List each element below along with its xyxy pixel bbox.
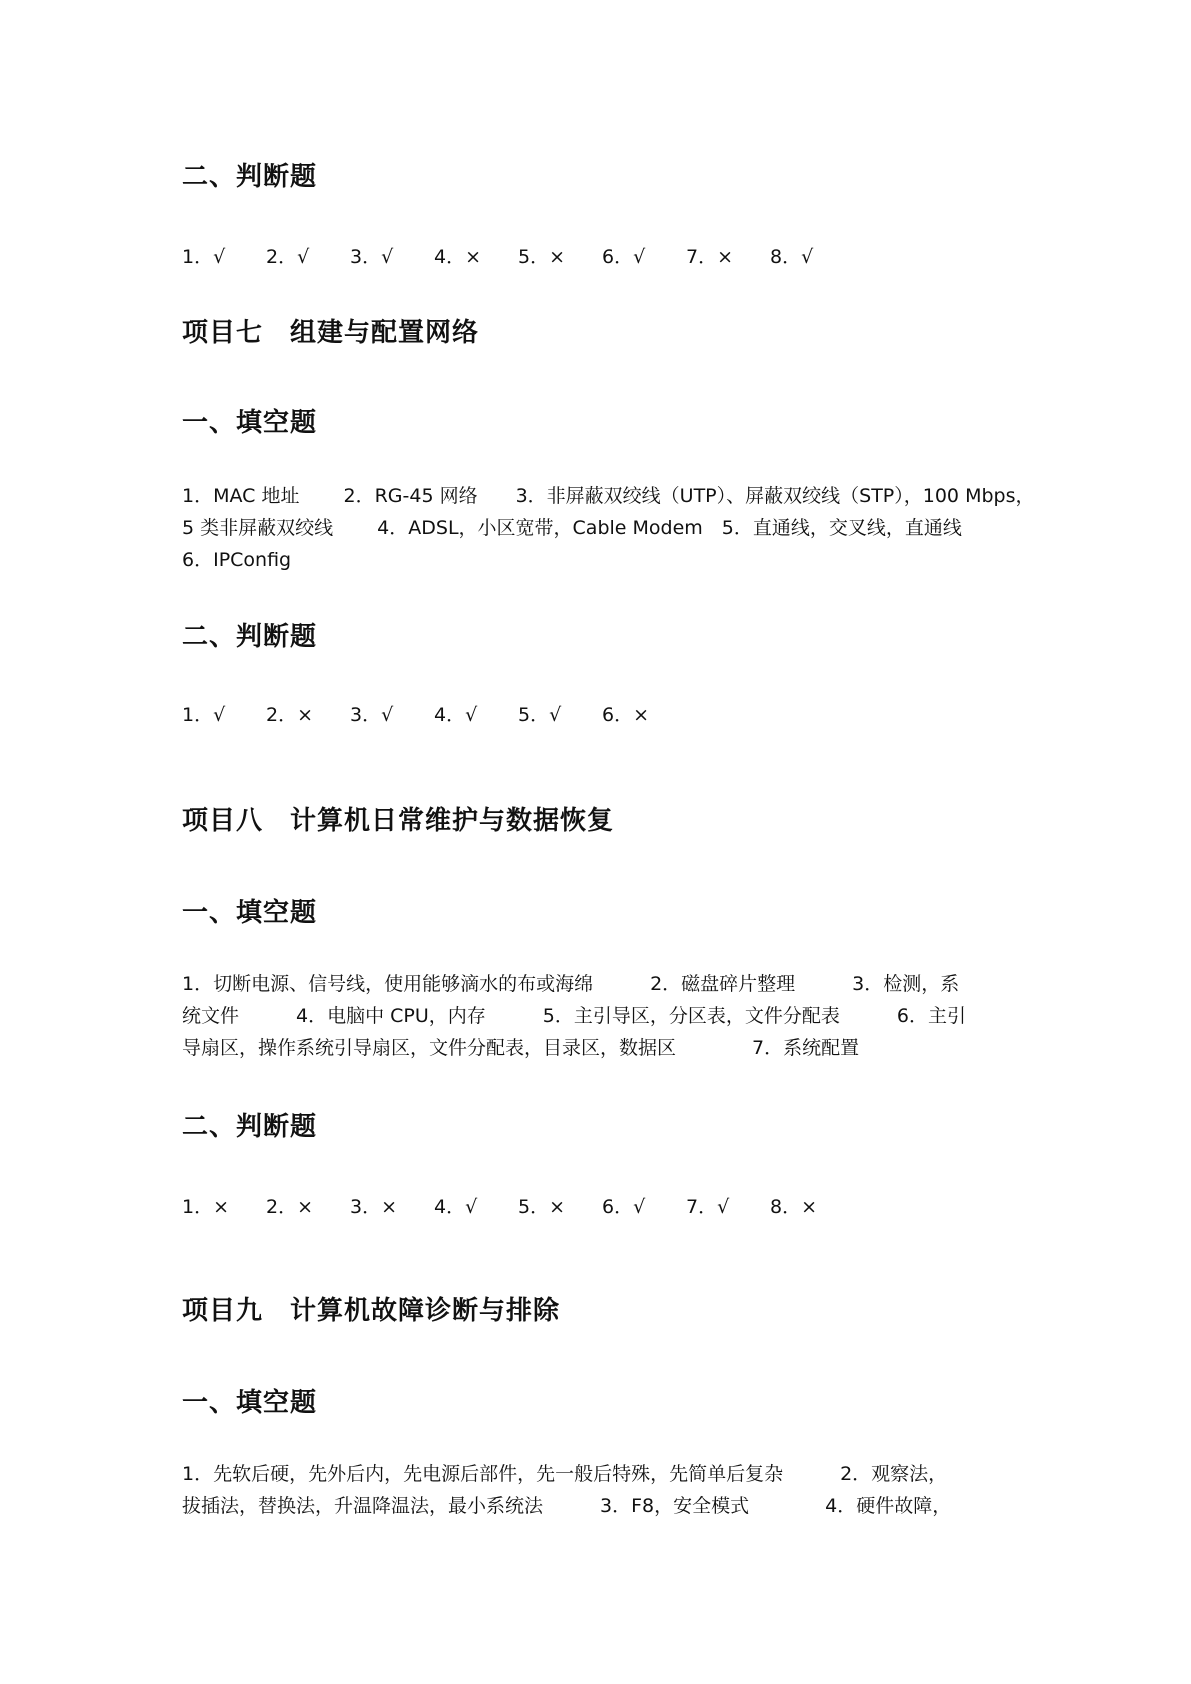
answer-item: 6．× bbox=[602, 704, 650, 726]
answer-item: 7．× bbox=[686, 246, 734, 268]
fill-answer-line: 统文件 4．电脑中 CPU，内存 5．主引导区，分区表，文件分配表 6．主引 bbox=[182, 1005, 966, 1027]
answer-item: 1．× bbox=[182, 1196, 230, 1218]
fill-answer-line: 5 类非屏蔽双绞线 4．ADSL，小区宽带，Cable Modem 5．直通线，交叉线，直通线 bbox=[182, 517, 962, 539]
answer-item: 5．× bbox=[518, 246, 566, 268]
fill-answer-line: 6．IPConfig bbox=[182, 549, 292, 571]
answer-item: 8．× bbox=[770, 1196, 818, 1218]
answer-item: 8．√ bbox=[770, 246, 814, 268]
fill-answer-line: 拔插法，替换法，升温降温法，最小系统法 3．F8，安全模式 4．硬件故障， bbox=[182, 1495, 952, 1517]
answer-item: 4．√ bbox=[434, 704, 478, 726]
section-heading-fill: 一、填空题 bbox=[182, 408, 318, 438]
answer-item: 1．√ bbox=[182, 704, 226, 726]
answer-item: 7．√ bbox=[686, 1196, 730, 1218]
section-heading-judge: 二、判断题 bbox=[182, 1112, 318, 1142]
section-heading-fill: 一、填空题 bbox=[182, 898, 318, 928]
section-heading-judge: 二、判断题 bbox=[182, 622, 318, 652]
answer-item: 1．√ bbox=[182, 246, 226, 268]
judge-answers-row bbox=[182, 700, 686, 727]
section-heading-fill: 一、填空题 bbox=[182, 1388, 318, 1418]
answer-item: 3．√ bbox=[350, 704, 394, 726]
answer-item: 2．× bbox=[266, 1196, 314, 1218]
answer-item: 6．√ bbox=[602, 246, 646, 268]
fill-answer-line: 1．切断电源、信号线，使用能够滴水的布或海绵 2．磁盘碎片整理 3．检测，系 bbox=[182, 973, 960, 995]
answer-item: 2．√ bbox=[266, 246, 310, 268]
answer-item: 3．√ bbox=[350, 246, 394, 268]
answer-item: 2．× bbox=[266, 704, 314, 726]
answer-item: 3．× bbox=[350, 1196, 398, 1218]
judge-answers-row bbox=[182, 242, 854, 269]
project-heading: 项目八 计算机日常维护与数据恢复 bbox=[182, 806, 615, 836]
section-heading-judge: 二、判断题 bbox=[182, 162, 318, 192]
answer-item: 4．× bbox=[434, 246, 482, 268]
project-heading: 项目七 组建与配置网络 bbox=[182, 318, 480, 348]
fill-answer-line: 1．MAC 地址 2．RG-45 网络 3．非屏蔽双绞线（UTP）、屏蔽双绞线（STP），100 Mbps， bbox=[182, 485, 1035, 507]
project-heading: 项目九 计算机故障诊断与排除 bbox=[182, 1296, 561, 1326]
fill-answer-line: 1．先软后硬，先外后内，先电源后部件，先一般后特殊，先简单后复杂 2．观察法， bbox=[182, 1463, 948, 1485]
answer-item: 5．√ bbox=[518, 704, 562, 726]
answer-item: 6．√ bbox=[602, 1196, 646, 1218]
answer-item: 4．√ bbox=[434, 1196, 478, 1218]
judge-answers-row bbox=[182, 1192, 854, 1219]
fill-answer-line: 导扇区，操作系统引导扇区，文件分配表，目录区，数据区 7．系统配置 bbox=[182, 1037, 860, 1059]
answer-item: 5．× bbox=[518, 1196, 566, 1218]
